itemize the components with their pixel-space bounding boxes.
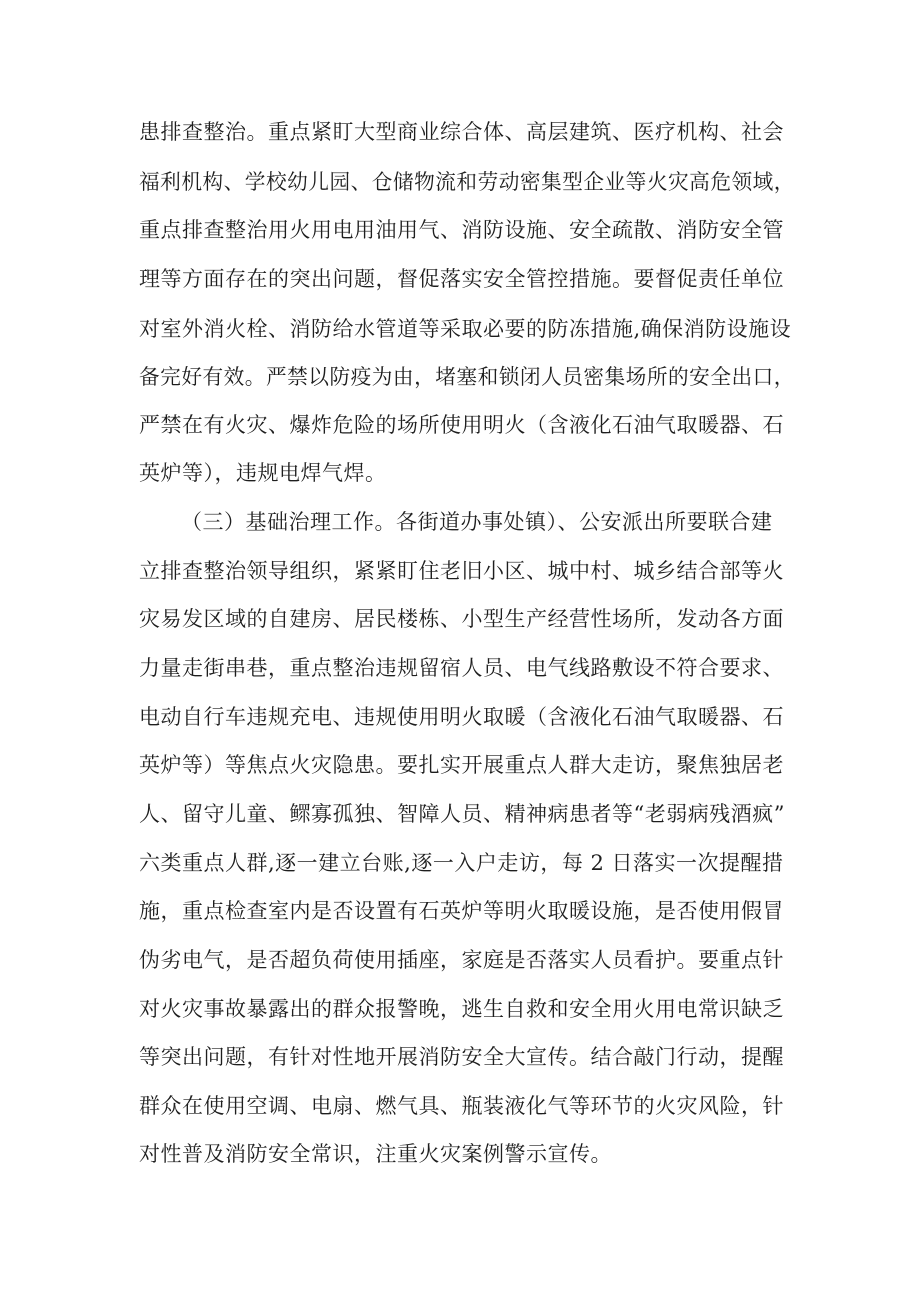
paragraph-2-line-3: 灾易发区域的自建房、居民楼栋、小型生产经营性场所，发动各方面	[139, 607, 784, 631]
paragraph-2-line-1: （三）基础治理工作。各街道办事处镇）、公安派出所要联合建	[181, 510, 773, 534]
document-body	[139, 0, 795, 1301]
paragraph-1-line-7: 严禁在有火灾、爆炸危险的场所使用明火（含液化石油气取暖器、石	[139, 413, 784, 437]
paragraph-1-line-8: 英炉等），违规电焊气焊。	[139, 461, 387, 485]
paragraph-2-line-8: 六类重点人群,逐一建立台账,逐一入户走访，每 2 日落实一次提醒措	[139, 851, 784, 875]
paragraph-2-line-6: 英炉等）等焦点火灾隐患。要扎实开展重点人群大走访，聚焦独居老	[139, 753, 784, 777]
paragraph-2-line-4: 力量走街串巷，重点整治违规留宿人员、电气线路敷设不符合要求、	[139, 656, 784, 680]
paragraph-1-line-1: 患排查整治。重点紧盯大型商业综合体、高层建筑、医疗机构、社会	[139, 120, 784, 144]
paragraph-1-line-2: 福利机构、学校幼儿园、仓储物流和劳动密集型企业等火灾高危领域，	[139, 170, 795, 194]
paragraph-2-line-7: 人、留守儿童、鳏寡孤独、智障人员、精神病患者等“老弱病残酒疯”	[139, 802, 785, 826]
paragraph-2-line-13: 群众在使用空调、电扇、燃气具、瓶装液化气等环节的火灾风险，针	[139, 1094, 784, 1118]
paragraph-2-line-14: 对性普及消防安全常识，注重火灾案例警示宣传。	[139, 1142, 612, 1166]
paragraph-1-line-4: 理等方面存在的突出问题，督促落实安全管控措施。要督促责任单位	[139, 267, 784, 291]
paragraph-2-line-9: 施，重点检查室内是否设置有石英炉等明火取暖设施，是否使用假冒	[139, 899, 784, 923]
paragraph-2-line-12: 等突出问题，有针对性地开展消防安全大宣传。结合敲门行动，提醒	[139, 1045, 784, 1069]
paragraph-2-line-11: 对火灾事故暴露出的群众报警晚，逃生自救和安全用火用电常识缺乏	[139, 997, 784, 1021]
paragraph-1-line-3: 重点排查整治用火用电用油用气、消防设施、安全疏散、消防安全管	[139, 218, 784, 242]
paragraph-2-line-2: 立排查整治领导组织，紧紧盯住老旧小区、城中村、城乡结合部等火	[139, 559, 784, 583]
paragraph-1-line-5: 对室外消火栓、消防给水管道等采取必要的防冻措施,确保消防设施设	[139, 317, 792, 341]
paragraph-2-line-5: 电动自行车违规充电、违规使用明火取暖（含液化石油气取暖器、石	[139, 705, 784, 729]
paragraph-1-line-6: 备完好有效。严禁以防疫为由，堵塞和锁闭人员密集场所的安全出口，	[139, 365, 795, 389]
paragraph-2-line-10: 伪劣电气，是否超负荷使用插座，家庭是否落实人员看护。要重点针	[139, 948, 784, 972]
